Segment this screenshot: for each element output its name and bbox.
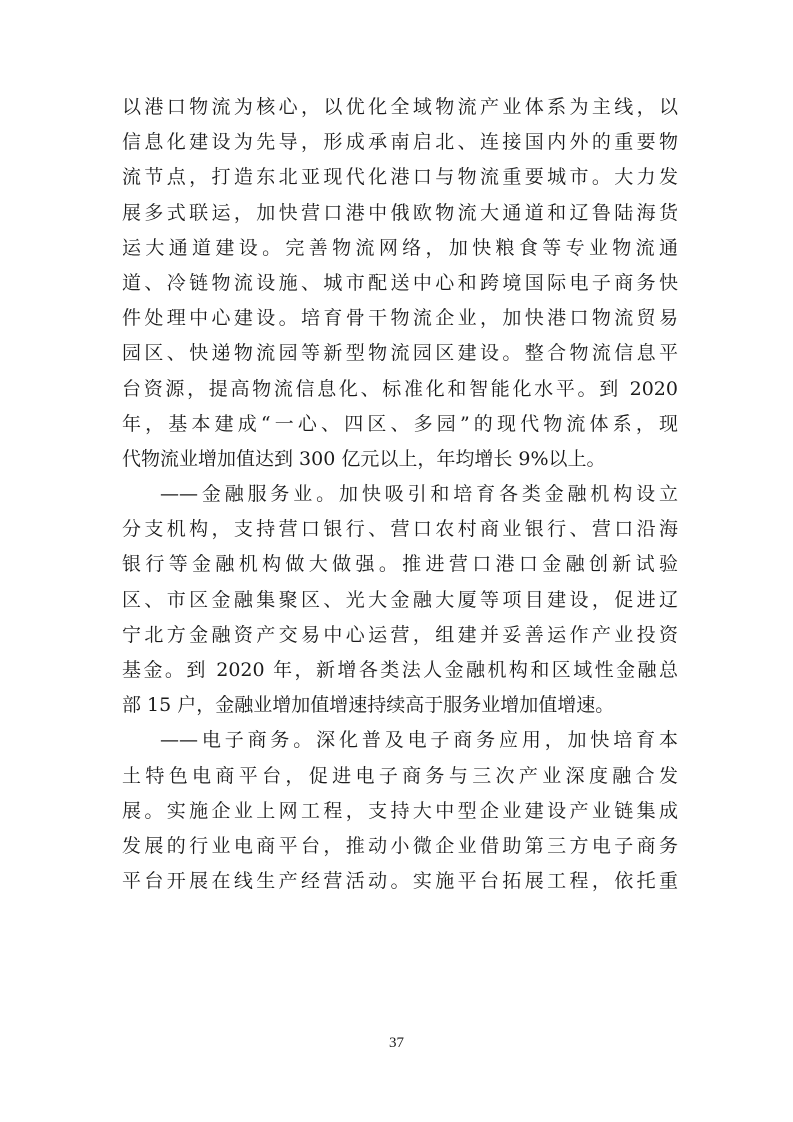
- text-line: 台资源，提高物流信息化、标准化和智能化水平。到 2020: [122, 377, 678, 400]
- text-line: 基金。到 2020 年，新增各类法人金融机构和区域性金融总: [122, 659, 678, 681]
- paragraph-finance: [122, 477, 678, 723]
- body-text: [122, 90, 678, 899]
- text-line: 展。实施企业上网工程，支持大中型企业建设产业链集成: [122, 799, 678, 822]
- text-line: 发展的行业电商平台，推动小微企业借助第三方电子商务: [122, 834, 678, 857]
- text-line: 展多式联运，加快营口港中俄欧物流大通道和辽鲁陆海货: [122, 201, 678, 224]
- paragraph-logistics: [122, 90, 678, 477]
- text-line: 道、冷链物流设施、城市配送中心和跨境国际电子商务快: [122, 271, 678, 294]
- text-line: 件处理中心建设。培育骨干物流企业，加快港口物流贸易: [122, 307, 678, 330]
- text-line: 区、市区金融集聚区、光大金融大厦等项目建设，促进辽: [122, 588, 678, 611]
- text-line: 年，基本建成“一心、四区、多园”的现代物流体系，现: [122, 412, 678, 435]
- text-line: 银行等金融机构做大做强。推进营口港口金融创新试验: [122, 553, 678, 576]
- text-line: 信息化建设为先导，形成承南启北、连接国内外的重要物: [122, 131, 678, 154]
- text-line: 宁北方金融资产交易中心运营，组建并妥善运作产业投资: [122, 623, 678, 646]
- page-number: 37: [389, 1035, 404, 1051]
- paragraph-ecommerce: [122, 723, 678, 899]
- text-line: 运大通道建设。完善物流网络，加快粮食等专业物流通: [122, 236, 678, 259]
- text-line: 平台开展在线生产经营活动。实施平台拓展工程，依托重: [122, 870, 678, 893]
- text-line: ——电子商务。深化普及电子商务应用，加快培育本: [160, 729, 678, 752]
- text-line: 分支机构，支持营口银行、营口农村商业银行、营口沿海: [122, 518, 678, 541]
- text-line: 流节点，打造东北亚现代化港口与物流重要城市。大力发: [122, 166, 678, 189]
- text-line: 代物流业增加值达到 300 亿元以上，年均增长 9%以上。: [122, 447, 606, 470]
- text-line: 部 15 户，金融业增加值增速持续高于服务业增加值增速。: [122, 694, 615, 717]
- text-line: 园区、快递物流园等新型物流园区建设。整合物流信息平: [122, 342, 678, 365]
- text-line: 以港口物流为核心，以优化全域物流产业体系为主线，以: [122, 96, 678, 118]
- text-line: 土特色电商平台，促进电子商务与三次产业深度融合发: [122, 764, 678, 787]
- text-line: ——金融服务业。加快吸引和培育各类金融机构设立: [160, 483, 678, 506]
